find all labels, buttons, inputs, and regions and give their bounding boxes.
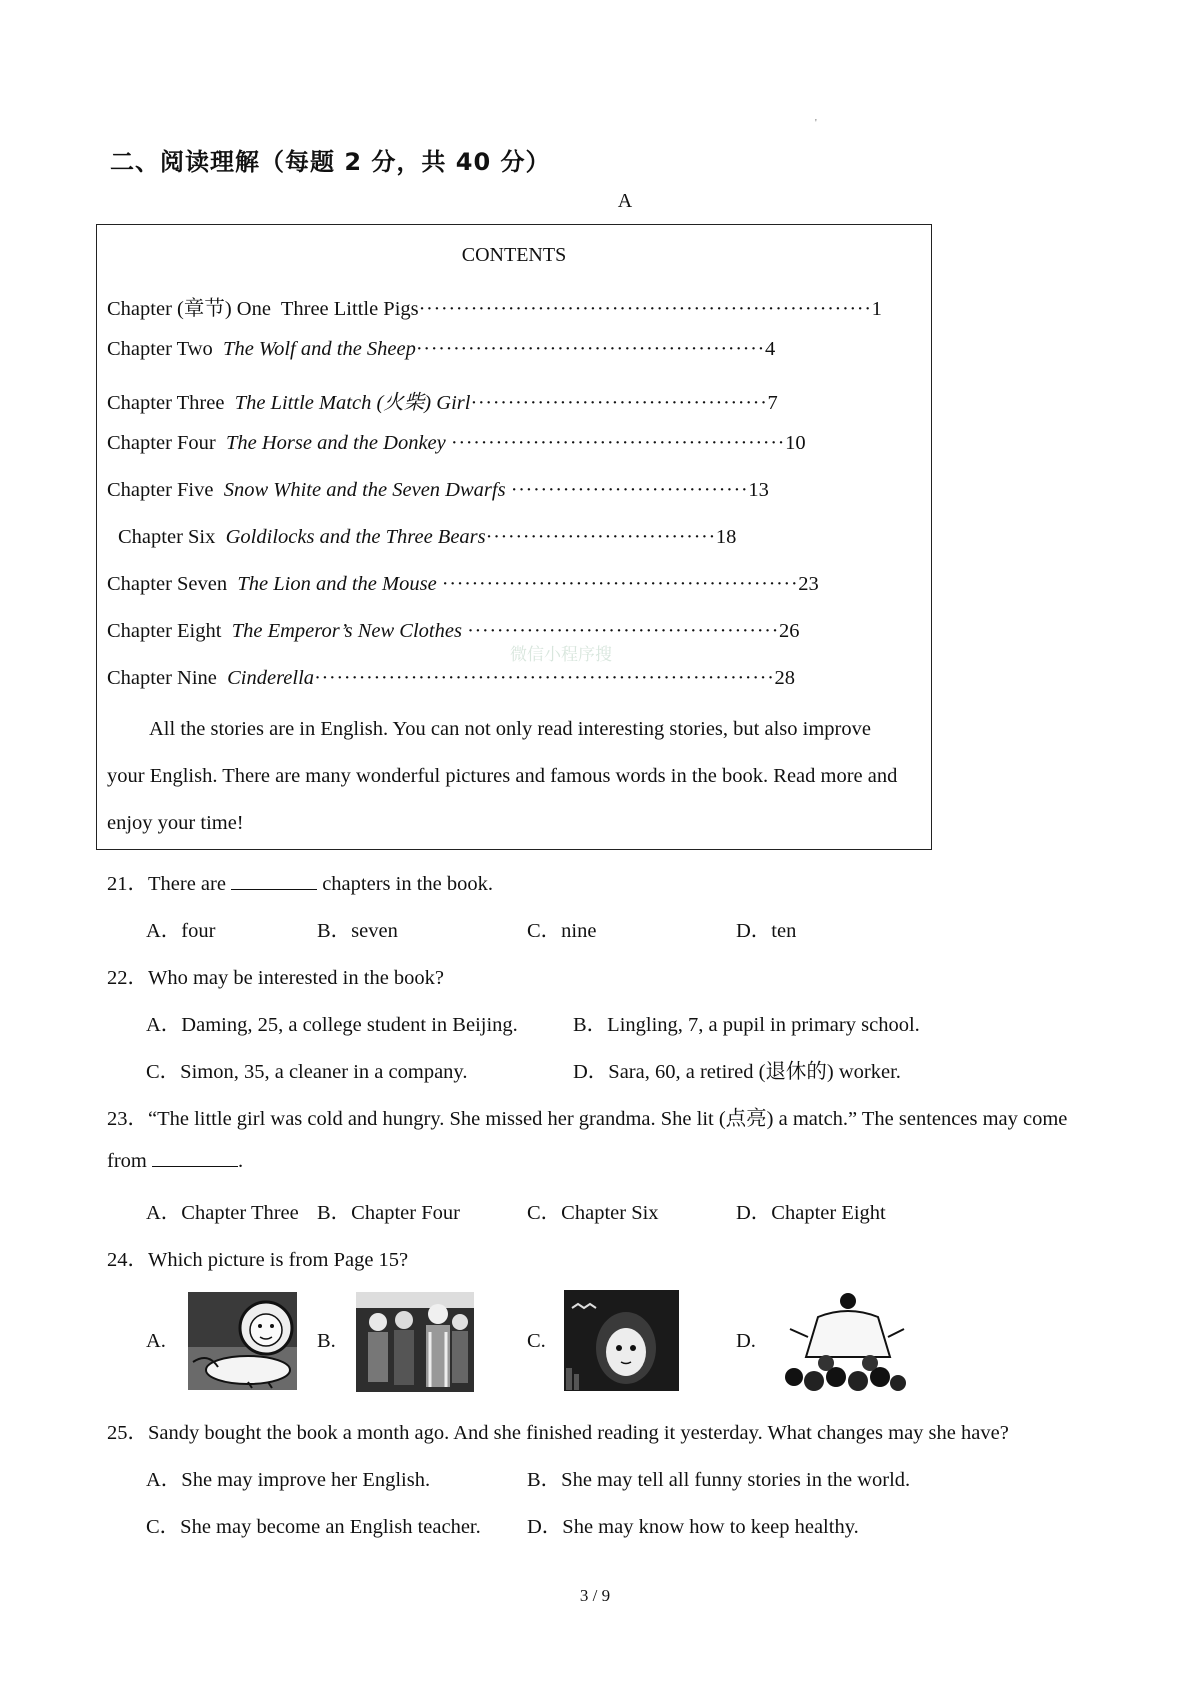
question-stem-tail: . [237, 1150, 244, 1172]
lion-picture [188, 1292, 297, 1390]
question-23 [107, 1101, 1067, 1131]
emperor-picture [356, 1292, 474, 1392]
toc-dots: ········································ [470, 392, 768, 414]
question-24 [107, 1242, 408, 1272]
question-stem: from [107, 1150, 147, 1172]
stray-mark: ' [815, 118, 817, 129]
toc-title: Snow White and the Seven Dwarfs [223, 479, 506, 501]
toc-page: 23 [798, 573, 819, 595]
option-b: B．Lingling, 7, a pupil in primary school. [573, 1014, 920, 1036]
question-stem: Sandy bought the book a month ago. And she finished reading it yesterday. What changes may she have? [148, 1422, 1009, 1444]
option-b: B．Chapter Four [317, 1202, 460, 1224]
question-number: 22． [107, 967, 148, 989]
toc-dots: ······························································ [314, 667, 775, 689]
option-c: C．Chapter Six [527, 1202, 659, 1224]
question-stem: Which picture is from Page 15? [148, 1249, 409, 1271]
toc-page: 10 [785, 432, 806, 454]
passage-label: A [617, 190, 633, 212]
section-title: 二、阅读理解（每题 2 分，共 40 分） [110, 148, 551, 176]
option-d: D. [736, 1330, 756, 1352]
option-a: A．four [146, 920, 216, 942]
toc-title: Three Little Pigs [280, 298, 419, 320]
toc-chapter: Chapter Eight [107, 620, 222, 642]
toc-chapter: Chapter (章节) One [107, 298, 271, 320]
toc-row [107, 573, 819, 596]
question-stem-tail: chapters in the book. [322, 873, 493, 895]
option-b: B．seven [317, 920, 398, 942]
toc-dots: ································ [510, 479, 749, 501]
intro-paragraph [107, 706, 907, 847]
toc-title: Goldilocks and the Three Bears [225, 526, 486, 548]
toc-row [107, 385, 778, 415]
answer-blank [152, 1148, 238, 1167]
toc-page: 1 [871, 298, 882, 320]
option-d: D．Sara, 60, a retired (退休的) worker. [573, 1061, 901, 1083]
option-c: C．She may become an English teacher. [146, 1516, 481, 1538]
toc-title: The Wolf and the Sheep [223, 338, 416, 360]
toc-chapter: Chapter Nine [107, 667, 217, 689]
toc-title: The Little Match (火柴) Girl [234, 392, 471, 414]
option-a: A．She may improve her English. [146, 1469, 431, 1491]
intro-text: All the stories are in English. You can not only read interesting stories, but also improve your English. There are many wonderful pictures and famous words in the book. Read more and enjoy your time! [107, 718, 898, 834]
toc-chapter: Chapter Four [107, 432, 216, 454]
toc-dots: ··············································· [415, 338, 765, 360]
toc-row [107, 432, 806, 455]
toc-row [107, 667, 795, 690]
toc-dots: ················································ [441, 573, 799, 595]
question-number: 24． [107, 1249, 148, 1271]
toc-page: 26 [779, 620, 800, 642]
option-a: A．Chapter Three [146, 1202, 299, 1224]
question-stem: There are [148, 873, 226, 895]
contents-heading: CONTENTS [461, 244, 567, 266]
toc-dots: ·········································· [467, 620, 779, 642]
question-number: 21． [107, 873, 148, 895]
toc-dots: ····························································· [418, 298, 872, 320]
toc-title: The Emperor’s New Clothes [231, 620, 462, 642]
option-d: D．Chapter Eight [736, 1202, 886, 1224]
toc-row [107, 620, 800, 643]
match-girl-picture [564, 1290, 679, 1391]
option-d: D．ten [736, 920, 797, 942]
page-number: 3 / 9 [579, 1586, 611, 1605]
toc-title: The Lion and the Mouse [237, 573, 437, 595]
option-b: B．She may tell all funny stories in the world. [527, 1469, 911, 1491]
option-a: A. [146, 1330, 166, 1352]
toc-chapter: Chapter Seven [107, 573, 228, 595]
toc-chapter: Chapter Two [107, 338, 213, 360]
toc-page: 7 [767, 392, 778, 414]
snow-white-picture [778, 1287, 908, 1399]
option-a: A．Daming, 25, a college student in Beijing. [146, 1014, 518, 1036]
toc-dots: ······························· [485, 526, 716, 548]
answer-blank [231, 871, 317, 890]
question-22 [107, 960, 444, 990]
toc-row [107, 291, 882, 321]
question-stem: “The little girl was cold and hungry. She missed her grandma. She lit (点亮) a match.” The sentences may come [148, 1108, 1068, 1130]
toc-row [107, 479, 769, 502]
question-25 [107, 1415, 1009, 1445]
watermark: 微信小程序搜 [510, 645, 612, 665]
toc-row [107, 338, 775, 361]
toc-page: 13 [748, 479, 769, 501]
toc-dots: ············································· [450, 432, 786, 454]
toc-chapter: Chapter Three [107, 392, 225, 414]
option-c: C．Simon, 35, a cleaner in a company. [146, 1061, 468, 1083]
toc-chapter: Chapter Six [118, 526, 216, 548]
toc-chapter: Chapter Five [107, 479, 214, 501]
question-stem: Who may be interested in the book? [148, 967, 445, 989]
toc-page: 18 [715, 526, 737, 548]
option-d: D．She may know how to keep healthy. [527, 1516, 859, 1538]
option-c: C．nine [527, 920, 597, 942]
question-number: 25． [107, 1422, 148, 1444]
toc-page: 4 [764, 338, 776, 360]
toc-title: Cinderella [227, 667, 315, 689]
question-21 [107, 866, 493, 896]
toc-title: The Horse and the Donkey [226, 432, 446, 454]
toc-page: 28 [774, 667, 796, 689]
option-c: C. [527, 1330, 546, 1352]
question-23-line2 [107, 1148, 243, 1173]
toc-row [118, 526, 736, 549]
question-number: 23． [107, 1108, 148, 1130]
option-b: B. [317, 1330, 336, 1352]
